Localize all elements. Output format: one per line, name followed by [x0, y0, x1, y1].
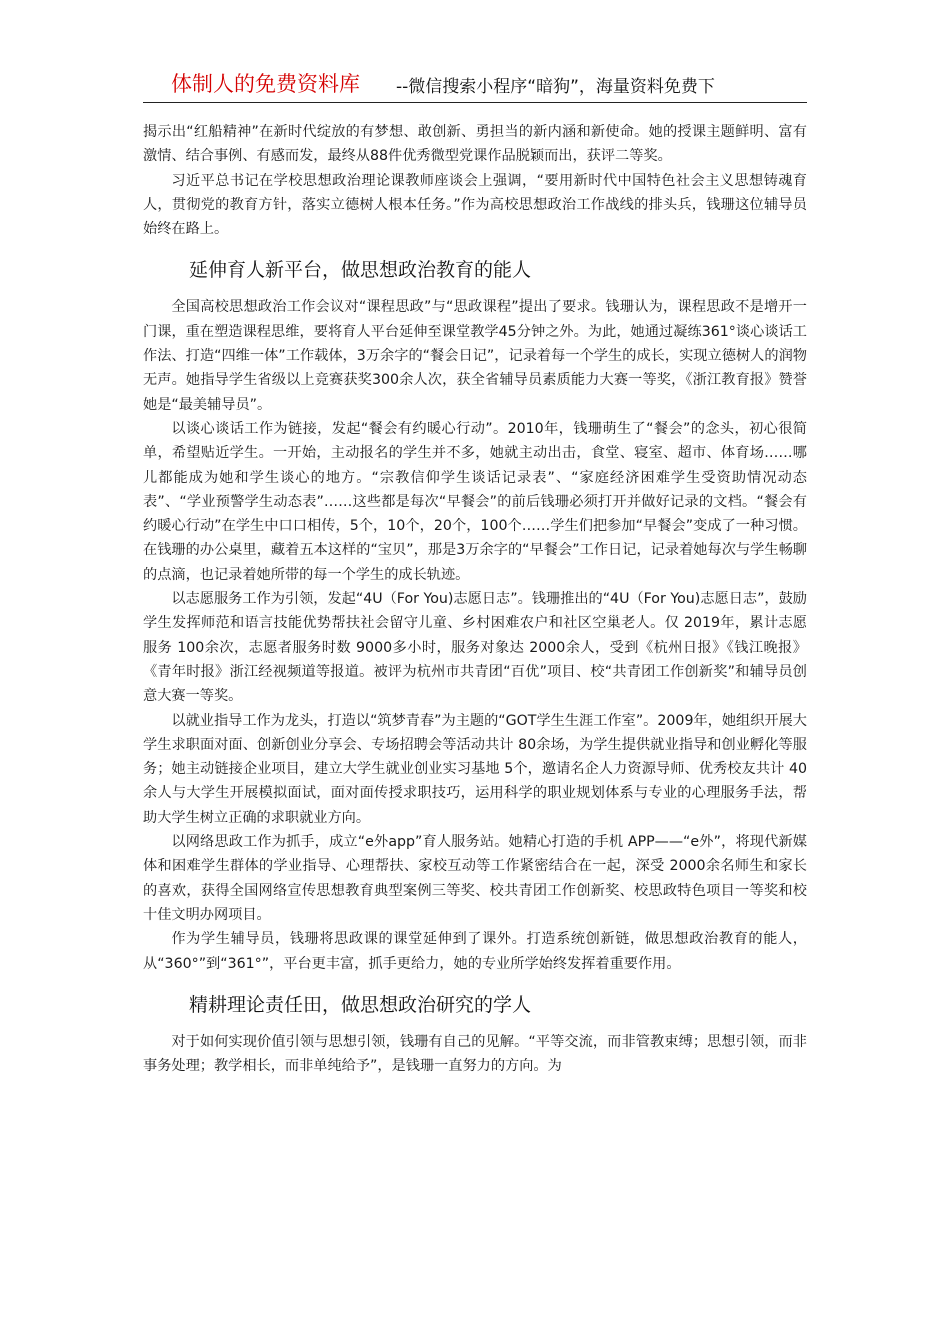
paragraph: 以网络思政工作为抓手，成立“e外app”育人服务站。她精心打造的手机 APP——“e外”，将现代新媒体和困难学生群体的学业指导、心理帮扶、家校互动等工作紧密结合在一起，深受 2000余名师生和家长的喜欢，获得全国网络宣传思想教育典型案例三等奖、校共青团工作创新奖、校思政特色项目一等奖和校十佳文明办网项目。	[143, 834, 807, 923]
document-body	[143, 120, 807, 1078]
paragraph: 全国高校思想政治工作会议对“课程思政”与“思政课程”提出了要求。钱珊认为，课程思政不是增开一门课，重在塑造课程思维，要将育人平台延伸至课堂教学45分钟之外。为此，她通过凝练361°谈心谈话工作法、打造“四维一体”工作载体，3万余字的“餐会日记”，记录着每一个学生的成长，实现立德树人的润物无声。她指导学生省级以上竞赛获奖300余人次，获全省辅导员素质能力大赛一等奖，《浙江教育报》赞誉她是“最美辅导员”。	[143, 299, 807, 413]
page-header	[143, 64, 807, 103]
paragraph: 揭示出“红船精神”在新时代绽放的有梦想、敢创新、勇担当的新内涵和新使命。她的授课主题鲜明、富有激情、结合事例、有感而发，最终从88件优秀微型党课作品脱颖而出，获评二等奖。	[143, 124, 807, 165]
section-heading: 精耕理论责任田，做思想政治研究的学人	[189, 993, 532, 1016]
header-promo-text: --微信搜索小程序“暗狗”，海量资料免费下	[396, 77, 715, 97]
paragraph: 习近平总书记在学校思想政治理论课教师座谈会上强调，“要用新时代中国特色社会主义思想铸魂育人，贯彻党的教育方针，落实立德树人根本任务。”作为高校思想政治工作战线的排头兵，钱珊这位辅导员始终在路上。	[143, 172, 807, 238]
section-heading: 延伸育人新平台，做思想政治教育的能人	[189, 259, 532, 282]
paragraph: 以谈心谈话工作为链接，发起“餐会有约暖心行动”。2010年，钱珊萌生了“餐会”的念头，初心很简单，希望贴近学生。一开始，主动报名的学生并不多，她就主动出击，食堂、寝室、超市、体育场……哪儿都能成为她和学生谈心的地方。“宗教信仰学生谈话记录表”、“家庭经济困难学生受资助情况动态表”、“学业预警学生动态表”……这些都是每次“早餐会”的前后钱珊必须打开并做好记录的文档。“餐会有约暖心行动”在学生中口口相传，5个，10个，20个，100个……学生们把参加“早餐会”变成了一种习惯。在钱珊的办公桌里，藏着五本这样的“宝贝”，那是3万余字的“早餐会”工作日记，记录着她每次与学生畅聊的点滴，也记录着她所带的每一个学生的成长轨迹。	[143, 420, 807, 583]
paragraph: 以就业指导工作为龙头，打造以“筑梦青春”为主题的“GOT学生生涯工作室”。2009年，她组织开展大学生求职面对面、创新创业分享会、专场招聘会等活动共计 80余场，为学生提供就业指导和创业孵化等服务；她主动链接企业项目，建立大学生就业创业实习基地 5个，邀请名企人力资源导师、优秀校友共计 40余人与大学生开展模拟面试，面对面传授求职技巧，运用科学的职业规划体系与专业的心理服务手法，帮助大学生树立正确的求职就业方向。	[143, 712, 807, 826]
header-brand-text: 体制人的免费资料库	[171, 72, 360, 96]
paragraph: 以志愿服务工作为引领，发起“4U（For You)志愿日志”。钱珊推出的“4U（For You)志愿日志”，鼓励学生发挥师范和语言技能优势帮扶社会留守儿童、乡村困难农户和社区空巢老人。仅 2019年，累计志愿服务 100余次，志愿者服务时数 9000多小时，服务对象达 2000余人，受到《杭州日报》《钱江晚报》《青年时报》浙江经视频道等报道。被评为杭州市共青团“百优”项目、校“共青团工作创新奖”和辅导员创意大赛一等奖。	[143, 591, 807, 705]
paragraph: 对于如何实现价值引领与思想引领，钱珊有自己的见解。“平等交流，而非管教束缚；思想引领，而非事务处理；教学相长，而非单纯给予”，是钱珊一直努力的方向。为	[143, 1033, 807, 1075]
paragraph: 作为学生辅导员，钱珊将思政课的课堂延伸到了课外。打造系统创新链，做思想政治教育的能人，从“360°”到“361°”，平台更丰富，抓手更给力，她的专业所学始终发挥着重要作用。	[143, 931, 807, 972]
